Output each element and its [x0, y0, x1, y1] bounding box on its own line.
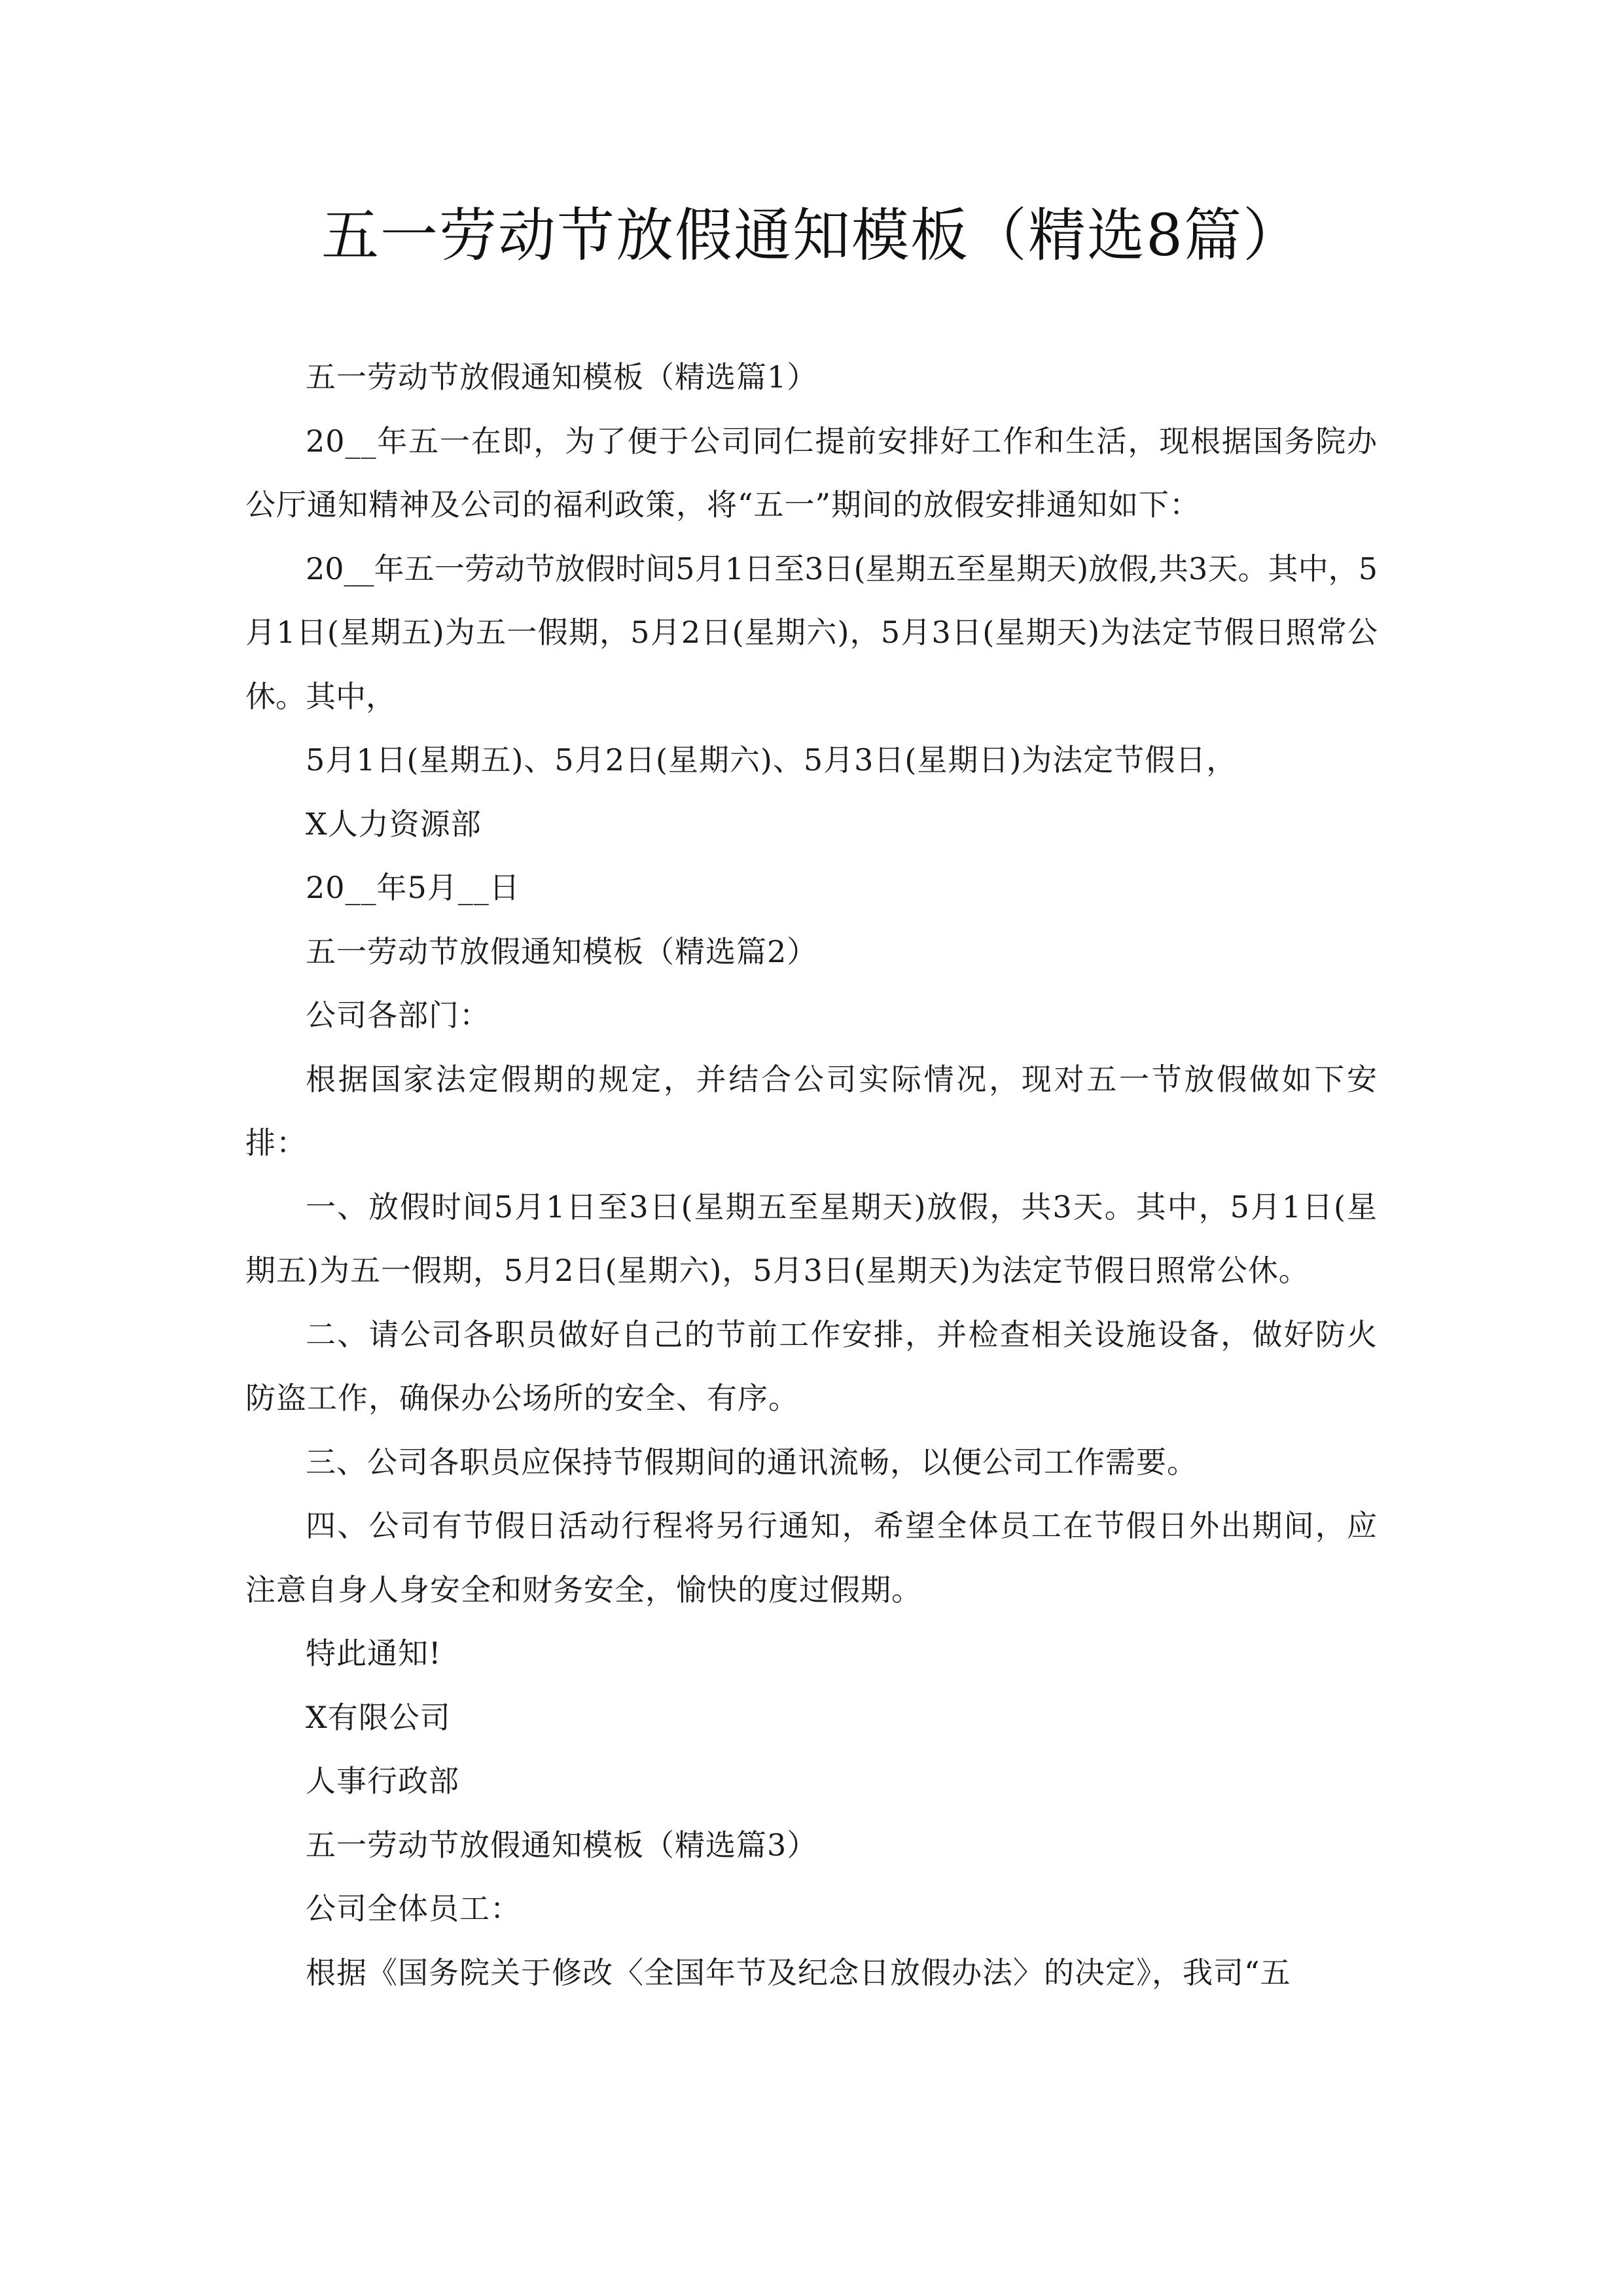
document-title: 五一劳动节放假通知模板（精选8篇）: [321, 202, 1302, 269]
salutation-all-staff: 公司全体员工：: [306, 1891, 521, 1926]
list-item-3: 三、公司各职员应保持节假期间的通讯流畅，以便公司工作需要。: [306, 1444, 1198, 1480]
signature-department: X人力资源部: [306, 806, 482, 842]
paragraph-basis: 根据国家法定假期的规定，并结合公司实际情况，现对五一节放假做如下安排：: [245, 1061, 1378, 1160]
notice-closing: 特此通知!: [306, 1636, 442, 1671]
list-item-1: 一、放假时间5月1日至3日(星期五至星期天)放假，共3天。其中，5月1日(星期五)为五一假期，5月2日(星期六)，5月3日(星期天)为法定节假日照常公休。: [245, 1189, 1378, 1288]
paragraph-intro: 20__年五一在即，为了便于公司同仁提前安排好工作和生活，现根据国务院办公厅通知精神及公司的福利政策，将“五一”期间的放假安排通知如下：: [245, 423, 1378, 522]
signature-hr-department: 人事行政部: [306, 1763, 459, 1799]
salutation: 公司各部门：: [306, 997, 490, 1033]
signature-date: 20__年5月__日: [306, 870, 520, 905]
section-heading-3: 五一劳动节放假通知模板（精选篇3）: [306, 1827, 818, 1863]
paragraph-holidays: 5月1日(星期五)、5月2日(星期六)、5月3日(星期日)为法定节假日，: [306, 742, 1238, 778]
section-heading-1: 五一劳动节放假通知模板（精选篇1）: [306, 359, 818, 395]
list-item-4: 四、公司有节假日活动行程将另行通知，希望全体员工在节假日外出期间，应注意自身人身安全和财务安全，愉快的度过假期。: [245, 1508, 1378, 1607]
document-body: [245, 346, 1378, 2005]
list-item-2: 二、请公司各职员做好自己的节前工作安排，并检查相关设施设备，做好防火防盗工作，确保办公场所的安全、有序。: [245, 1316, 1378, 1416]
paragraph-decision: 根据《国务院关于修改〈全国年节及纪念日放假办法〉的决定》，我司“五: [306, 1954, 1291, 1990]
section-heading-2: 五一劳动节放假通知模板（精选篇2）: [306, 933, 818, 969]
paragraph-schedule: 20__年五一劳动节放假时间5月1日至3日(星期五至星期天)放假,共3天。其中，5月1日(星期五)为五一假期，5月2日(星期六)，5月3日(星期天)为法定节假日照常公休。其中，: [245, 550, 1378, 714]
signature-company: X有限公司: [306, 1699, 451, 1735]
